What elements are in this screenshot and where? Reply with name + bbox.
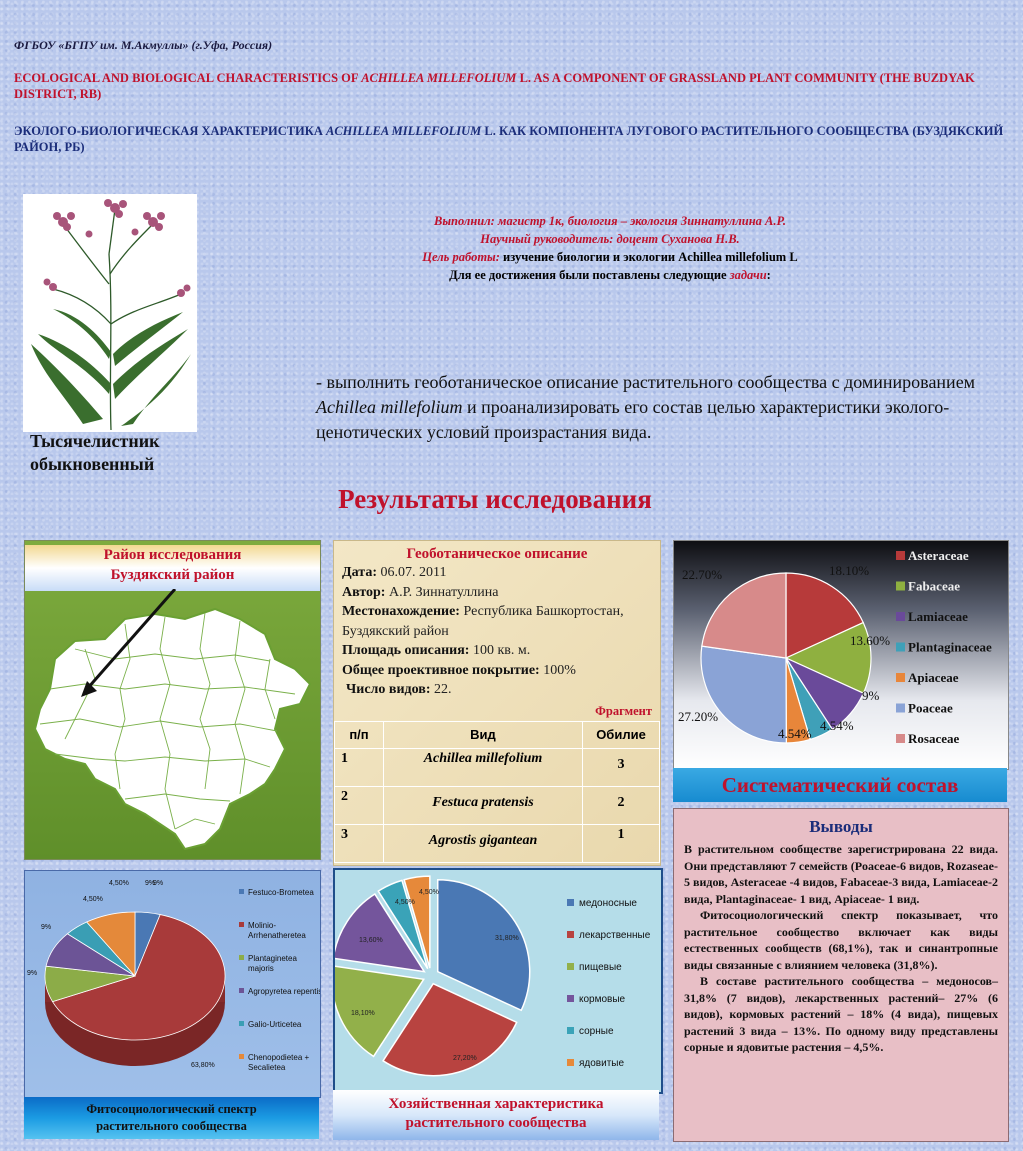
- systematic-pie-chart: [674, 541, 1008, 769]
- row-number: 3: [335, 824, 384, 862]
- task-species: Achillea millefolium: [316, 397, 463, 417]
- legend-label: кормовые: [579, 994, 626, 1005]
- row-abundance: 2: [583, 786, 660, 824]
- legend-swatch: [896, 643, 905, 652]
- data-label: 63,80%: [191, 1062, 215, 1069]
- legend-swatch: [896, 673, 905, 682]
- phyto-chart-panel: [24, 870, 321, 1098]
- conclusions-title: Выводы: [809, 817, 873, 836]
- legend-label: Plantaginetea: [248, 954, 297, 963]
- map-panel: [24, 540, 321, 860]
- legend-label: Apiaceae: [908, 670, 959, 685]
- tasks-line: [330, 266, 890, 284]
- data-label: 9%: [145, 880, 156, 887]
- map-title-line2: Буздякский район: [110, 567, 235, 583]
- legend-label: медоносные: [579, 898, 637, 909]
- title-russian: [14, 123, 1014, 155]
- results-title: Результаты исследования: [338, 484, 652, 514]
- legend-swatch: [239, 1021, 244, 1026]
- economic-pie-chart: [335, 870, 661, 1092]
- title-ru-part1: ЭКОЛОГО-БИОЛОГИЧЕСКАЯ ХАРАКТЕРИСТИКА: [14, 124, 326, 138]
- geo-author: [334, 583, 660, 603]
- data-label: 4,50%: [83, 896, 103, 903]
- data-label: 13,60%: [359, 937, 383, 944]
- col-abundance: Обилие: [583, 721, 660, 748]
- col-species: Вид: [384, 721, 583, 748]
- row-number: 2: [335, 786, 384, 824]
- legend-label: лекарственные: [579, 930, 651, 941]
- geo-date-value: 06.07. 2011: [376, 565, 447, 580]
- district-map: [25, 589, 320, 859]
- pie-slice-медоносные: [438, 880, 530, 1011]
- pie-slice-rosaceae: [702, 573, 786, 658]
- map-title-line1: Район исследования: [103, 547, 242, 563]
- data-label: 18,10%: [351, 1010, 375, 1017]
- geo-location-value: Республика Башкортостан, Буздякский район: [342, 604, 624, 639]
- data-label: 22.70%: [682, 567, 723, 582]
- geo-location-label: Местонахождение:: [342, 604, 460, 619]
- economic-title: [333, 1090, 659, 1140]
- row-abundance: 3: [583, 748, 660, 786]
- geo-area-value: 100 кв. м.: [469, 643, 531, 658]
- legend-label: Agropyretea repentis: [248, 987, 320, 996]
- legend-swatch: [567, 963, 574, 970]
- data-label: 9%: [27, 970, 38, 977]
- title-en-part2: L. AS A COMPONENT OF GRASSLAND PLANT COMMUNITY (THE BUZDYAK DISTRICT, RB): [14, 71, 975, 101]
- plant-caption: Тысячелистник обыкновенный: [30, 431, 160, 474]
- organization: ФГБОУ «БГПУ им. М.Акмуллы» (г.Уфа, Россия): [14, 38, 273, 52]
- legend-label: Rosaceae: [908, 731, 960, 746]
- data-label: 9%: [862, 688, 880, 703]
- map-title: [25, 545, 320, 591]
- geobotanical-panel: [333, 540, 661, 866]
- title-ru-part2: L. КАК КОМПОНЕНТА ЛУГОВОГО РАСТИТЕЛЬНОГО СООБЩЕСТВА (БУЗДЯКСКИЙ РАЙОН, РБ): [14, 124, 1004, 154]
- legend-swatch: [567, 1027, 574, 1034]
- legend-label: Galio-Urticetea: [248, 1020, 302, 1029]
- row-species: Achillea millefolium: [384, 748, 583, 786]
- geo-author-value: А.Р. Зиннатуллина: [385, 584, 499, 600]
- geo-area: [334, 641, 660, 661]
- task-part1: - выполнить геоботаническое описание растительного сообщества с доминированием: [316, 372, 976, 392]
- data-label: 4,50%: [109, 880, 129, 887]
- economic-title-line1: Хозяйственная характеристика: [388, 1096, 604, 1112]
- conclusion-paragraph: В составе растительного сообщества – медоносов– 31,8% (7 видов), лекарственных растений– 27% (6 видов), кормовых растений – 18% (4 вида), пищевых растений 3 вида – 13%. По одному виду представлены сорные и ядовитые растения – 4,5%.: [684, 974, 998, 1054]
- legend-swatch: [239, 1054, 244, 1059]
- legend-swatch: [896, 704, 905, 713]
- legend-label: Molinio-: [248, 921, 277, 930]
- conclusions-panel: [673, 808, 1009, 1142]
- table-row: [335, 748, 660, 786]
- yarrow-drawing: [23, 194, 197, 432]
- geo-location: [334, 602, 660, 641]
- economic-chart-panel: [333, 868, 663, 1094]
- tasks-text: Для ее достижения были поставлены следующие: [449, 268, 730, 282]
- data-label: 4.54%: [778, 726, 812, 741]
- task-text: [316, 370, 996, 445]
- conclusion-paragraph: В растительном сообществе зарегистрирована 22 вида. Они представляют 7 семейств (Poaceae-6 видов, Rozaseae-5 видов, Asteraceae -4 видов, Fabaceae-3 вида, Lamiaceae-2 вида, Plantaginaceae- 1 вид, Apiaceae- 1 вид.: [684, 842, 999, 906]
- author-block: [330, 212, 890, 284]
- legend-label: Arrhenatheretea: [248, 931, 306, 940]
- legend-label: Festuco-Brometea: [248, 888, 314, 897]
- legend-swatch: [567, 1059, 574, 1066]
- geo-cover: [334, 661, 660, 681]
- legend-swatch: [239, 889, 244, 894]
- species-table: [334, 721, 660, 863]
- geo-species-value: 22.: [430, 682, 452, 697]
- data-label: 27.20%: [678, 709, 719, 724]
- legend-label: сорные: [579, 1026, 614, 1037]
- phyto-title-line1: Фитосоциологический спектр: [86, 1102, 257, 1116]
- legend-swatch: [896, 582, 905, 591]
- conclusion-paragraph: Фитосоциологический спектр показывает, что растительное сообщество включает как виды естественных сообществ (68,1%), так и синантропные виды связанные с влиянием человека (31,8%).: [684, 908, 998, 972]
- data-label: 9%: [153, 880, 164, 887]
- geo-date-label: Дата:: [342, 565, 377, 580]
- table-header: [335, 721, 660, 748]
- legend-label: Chenopodietea +: [248, 1053, 310, 1062]
- legend-label: ядовитые: [579, 1058, 625, 1069]
- plant-illustration: [23, 194, 197, 432]
- table-row: [335, 786, 660, 824]
- row-number: 1: [335, 748, 384, 786]
- supervisor-line: Научный руководитель: доцент Суханова Н.В.: [480, 232, 740, 246]
- goal-label: Цель работы:: [422, 250, 500, 264]
- tasks-word: задачи: [729, 268, 767, 282]
- data-label: 27,20%: [453, 1055, 477, 1062]
- geo-title: Геоботаническое описание: [406, 546, 588, 562]
- title-en-part1: ECOLOGICAL AND BIOLOGICAL CHARACTERISTICS OF: [14, 71, 362, 85]
- data-label: 31,80%: [495, 935, 519, 942]
- legend-label: пищевые: [579, 962, 622, 973]
- goal-line: [330, 248, 890, 266]
- data-label: 4.54%: [820, 718, 854, 733]
- legend-label: Poaceae: [908, 700, 953, 716]
- data-label: 4,50%: [419, 889, 439, 896]
- col-number: п/п: [335, 721, 384, 748]
- legend-label: Asteraceae: [908, 548, 969, 563]
- author-line: Выполнил: магистр 1к, биология – экология Зиннатуллина А.Р.: [434, 214, 786, 228]
- pie-slice-poaceae: [701, 646, 786, 743]
- title-en-species: ACHILLEA MILLEFOLIUM: [361, 71, 517, 85]
- legend-swatch: [239, 988, 244, 993]
- geo-species-label: Число видов:: [346, 682, 431, 697]
- legend-swatch: [896, 734, 905, 743]
- geo-area-label: Площадь описания:: [342, 643, 470, 658]
- tasks-colon: :: [766, 268, 771, 282]
- legend-swatch: [567, 931, 574, 938]
- table-row: [335, 824, 660, 862]
- fragment-label: Фрагмент: [595, 703, 652, 718]
- phyto-pie-chart: [25, 871, 320, 1097]
- legend-swatch: [896, 551, 905, 560]
- legend-swatch: [567, 995, 574, 1002]
- legend-swatch: [239, 922, 244, 927]
- legend-label: majoris: [248, 964, 274, 973]
- legend-label: Secalietea: [248, 1063, 286, 1072]
- geo-species-count: [334, 680, 660, 700]
- economic-title-line2: растительного сообщества: [405, 1115, 587, 1131]
- row-species: Festuca pratensis: [384, 786, 583, 824]
- legend-label: Fabaceae: [908, 578, 960, 594]
- systematic-chart-panel: [673, 540, 1009, 770]
- data-label: 18.10%: [829, 563, 870, 578]
- data-label: 9%: [41, 924, 52, 931]
- legend-swatch: [567, 899, 574, 906]
- geo-cover-label: Общее проективное покрытие:: [342, 662, 540, 678]
- title-english: [14, 70, 1014, 102]
- phyto-title-line2: растительного сообщества: [96, 1119, 247, 1133]
- geo-date: [334, 563, 660, 583]
- systematic-title: Систематический состав: [673, 768, 1007, 802]
- geo-cover-value: 100%: [539, 662, 576, 678]
- title-ru-species: ACHILLEA MILLEFOLIUM: [326, 124, 482, 138]
- row-abundance: 1: [583, 824, 660, 862]
- goal-text: изучение биологии и экологии Achillea millefolium L: [499, 250, 798, 264]
- data-label: 13.60%: [850, 633, 891, 648]
- legend-swatch: [896, 612, 905, 621]
- phyto-title: [24, 1097, 319, 1139]
- task-part2: и проанализировать его состав целью характеристики эколого-ценотических условий произрастания вида.: [316, 397, 950, 442]
- data-label: 4,50%: [395, 899, 415, 906]
- row-species: Agrostis gigantean: [384, 824, 583, 862]
- legend-label: Plantaginaceae: [908, 639, 992, 655]
- legend-swatch: [239, 955, 244, 960]
- geo-author-label: Автор:: [342, 584, 386, 600]
- legend-label: Lamiaceae: [908, 609, 968, 624]
